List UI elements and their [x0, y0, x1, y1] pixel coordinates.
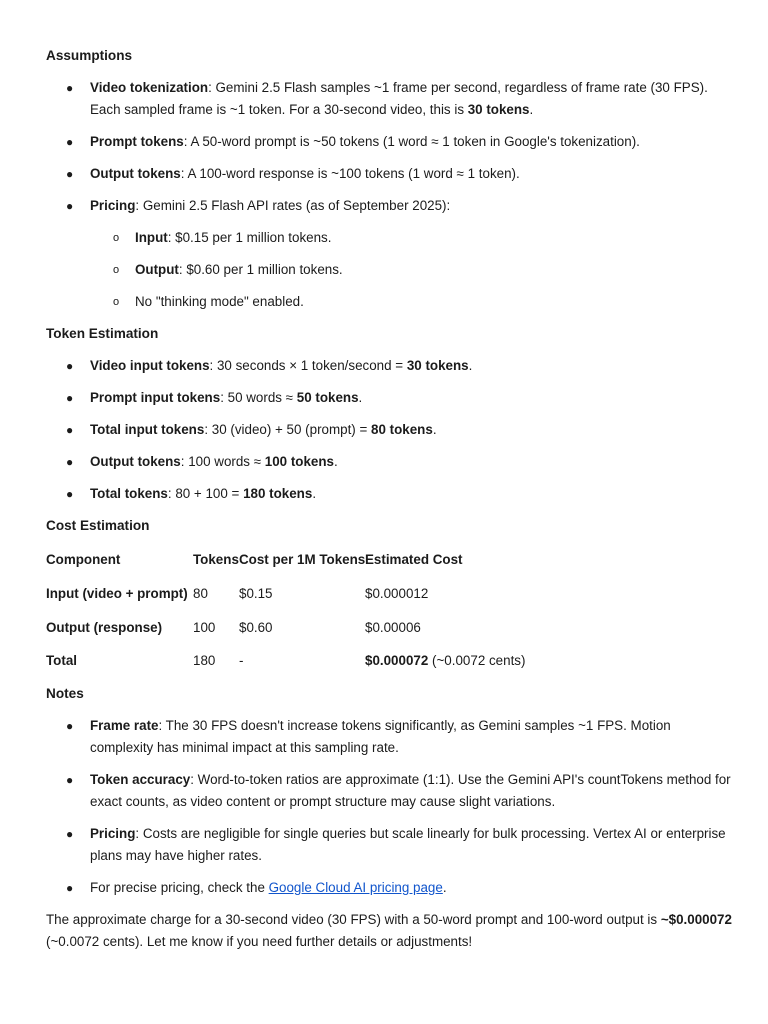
table-cell-estimated-cost: $0.000012	[365, 586, 429, 601]
bullet-icon: ●	[66, 81, 74, 95]
bullet-icon: ●	[66, 167, 74, 181]
sub-bullet-icon: o	[113, 296, 120, 308]
table-header-component: Component	[46, 552, 121, 567]
list-item-prompt-tokens: ● Prompt tokens: A 50-word prompt is ~50 tokens (1 word ≈ 1 token in Google's tokenization).	[66, 131, 736, 153]
bullet-icon: ●	[66, 827, 74, 841]
cost-estimation-heading: Cost Estimation	[46, 518, 150, 533]
table-cell-estimated-cost: $0.000072 (~0.0072 cents)	[365, 653, 526, 668]
pricing-page-link[interactable]: Google Cloud AI pricing page	[268, 880, 443, 895]
table-cell-tokens: 80	[193, 586, 208, 601]
bullet-icon: ●	[66, 719, 74, 733]
list-item-total-input: ● Total input tokens: 30 (video) + 50 (prompt) = 80 tokens.	[66, 419, 736, 441]
list-item-precise-pricing: ● For precise pricing, check the Google Cloud AI pricing page.	[66, 877, 736, 899]
sub-item-output-rate: o Output: $0.60 per 1 million tokens.	[113, 259, 713, 281]
sub-item-thinking-mode: o No "thinking mode" enabled.	[113, 291, 713, 313]
bullet-icon: ●	[66, 199, 74, 213]
table-cell-estimated-cost: $0.00006	[365, 620, 421, 635]
bullet-icon: ●	[66, 359, 74, 373]
assumptions-heading: Assumptions	[46, 48, 133, 63]
table-cell-tokens: 180	[193, 653, 216, 668]
list-item-token-accuracy: ● Token accuracy: Word-to-token ratios are approximate (1:1). Use the Gemini API's countTokens method for exact counts, as video content or prompt structure may cause slight variations.	[66, 769, 736, 813]
table-cell-component: Output (response)	[46, 620, 163, 635]
conclusion-paragraph: The approximate charge for a 30-second video (30 FPS) with a 50-word prompt and 100-word output is ~$0.000072 (~0.0072 cents). Let me know if you need further details or adjustments!	[46, 912, 732, 949]
sub-bullet-icon: o	[113, 264, 120, 276]
list-item-total-tokens: ● Total tokens: 80 + 100 = 180 tokens.	[66, 483, 736, 505]
table-header-tokens: Tokens	[193, 552, 239, 567]
bullet-icon: ●	[66, 391, 74, 405]
list-item-video-input: ● Video input tokens: 30 seconds × 1 token/second = 30 tokens.	[66, 355, 736, 377]
bullet-icon: ●	[66, 135, 74, 149]
table-header-estimated-cost: Estimated Cost	[365, 552, 463, 567]
bullet-icon: ●	[66, 881, 74, 895]
table-cell-rate: -	[239, 653, 244, 668]
sub-bullet-icon: o	[113, 232, 120, 244]
table-cell-rate: $0.60	[239, 620, 273, 635]
list-item-pricing-note: ● Pricing: Costs are negligible for single queries but scale linearly for bulk processing. Vertex AI or enterprise plans may have higher rates.	[66, 823, 736, 867]
sub-item-input-rate: o Input: $0.15 per 1 million tokens.	[113, 227, 713, 249]
table-cell-component: Input (video + prompt)	[46, 586, 188, 601]
table-cell-tokens: 100	[193, 620, 216, 635]
list-item-pricing: ● Pricing: Gemini 2.5 Flash API rates (as of September 2025):	[66, 195, 736, 217]
table-header-cost-per-1m: Cost per 1M Tokens	[239, 552, 366, 567]
bullet-icon: ●	[66, 773, 74, 787]
list-item-output-tokens: ● Output tokens: A 100-word response is ~100 tokens (1 word ≈ 1 token).	[66, 163, 736, 185]
bullet-icon: ●	[66, 455, 74, 469]
token-estimation-heading: Token Estimation	[46, 326, 159, 341]
notes-heading: Notes	[46, 686, 84, 701]
list-item-video-tokenization: ● Video tokenization: Gemini 2.5 Flash samples ~1 frame per second, regardless of frame rate (30 FPS). Each sampled frame is ~1 token. For a 30-second video, this is 30 tokens.	[66, 77, 736, 121]
bullet-icon: ●	[66, 487, 74, 501]
table-cell-rate: $0.15	[239, 586, 273, 601]
bullet-icon: ●	[66, 423, 74, 437]
list-item-output-estimate: ● Output tokens: 100 words ≈ 100 tokens.	[66, 451, 736, 473]
list-item-prompt-input: ● Prompt input tokens: 50 words ≈ 50 tokens.	[66, 387, 736, 409]
table-cell-component: Total	[46, 653, 77, 668]
list-item-frame-rate: ● Frame rate: The 30 FPS doesn't increase tokens significantly, as Gemini samples ~1 FPS. Motion complexity has minimal impact at this sampling rate.	[66, 715, 736, 759]
